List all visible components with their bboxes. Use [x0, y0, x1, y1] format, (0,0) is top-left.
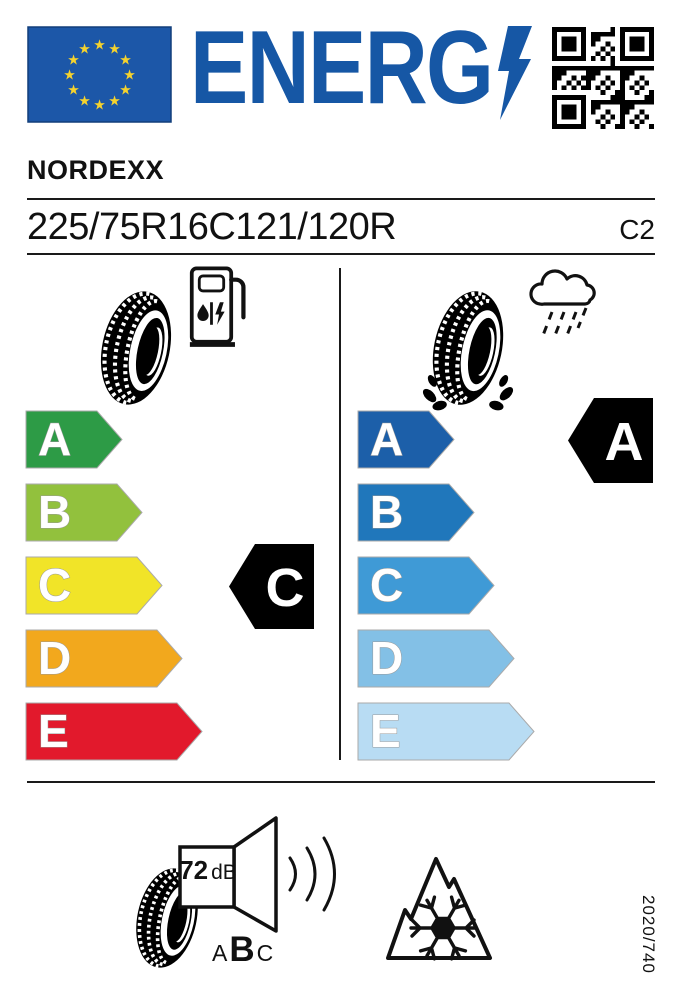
noise-class-c: C: [256, 940, 274, 966]
noise-class-a: A: [212, 940, 228, 966]
fuel-scale-arrow-d: [25, 629, 185, 689]
wet-scale-arrow-d: [357, 629, 517, 689]
fuel-scale-arrow-c: [25, 556, 165, 616]
wet-scale-arrow-b: [357, 483, 477, 543]
grade-letter: E: [38, 705, 69, 757]
grade-letter: A: [38, 413, 72, 465]
fuel-pump-icon: [188, 264, 250, 348]
grade-letter: D: [38, 632, 72, 684]
tire-icon: [95, 284, 177, 412]
grade-letter: B: [38, 486, 72, 538]
svg-text:★: ★: [78, 92, 91, 109]
fuel-rating-letter: C: [265, 558, 305, 618]
noise-class-b-active: B: [229, 930, 255, 969]
qr-code: [552, 27, 654, 129]
svg-text:★: ★: [67, 81, 80, 98]
svg-text:★: ★: [119, 51, 132, 68]
tire-wet-icon: [420, 284, 516, 412]
svg-text:★: ★: [67, 51, 80, 68]
wet-grip-rating-badge: [567, 397, 655, 485]
divider-line: [27, 198, 655, 200]
wet-scale-arrow-c: [357, 556, 497, 616]
noise-level: [179, 855, 237, 886]
svg-text:★: ★: [108, 40, 121, 57]
svg-text:★: ★: [123, 66, 136, 83]
rain-drops: [542, 308, 586, 338]
grade-letter: B: [370, 486, 404, 538]
grade-letter: C: [370, 559, 404, 611]
snow-grip-3pmsf-icon: [378, 843, 504, 969]
column-divider: [339, 268, 341, 760]
rain-cloud-icon: [522, 262, 598, 374]
sound-waves-icon: [290, 838, 335, 910]
wet-grip-rating-letter: A: [604, 412, 644, 472]
grade-letter: E: [370, 705, 401, 757]
energy-logo-text: ENERG: [190, 10, 493, 126]
noise-db-unit: dB: [211, 861, 237, 884]
fuel-scale-arrow-b: [25, 483, 145, 543]
svg-text:★: ★: [93, 36, 106, 53]
noise-class-scale: [212, 930, 273, 970]
grade-letter: D: [370, 632, 404, 684]
regulation-number: 2020/740: [639, 895, 658, 974]
eu-flag-icon: [27, 26, 172, 123]
svg-text:★: ★: [108, 92, 121, 109]
noise-db-value: 72: [179, 855, 209, 885]
fuel-scale-arrow-a: [25, 410, 125, 470]
fuel-rating-badge: [228, 543, 316, 631]
tire-size: 225/75R16C121/120R: [27, 206, 397, 248]
tire-class: C2: [619, 214, 655, 245]
divider-line: [27, 253, 655, 255]
svg-text:★: ★: [93, 96, 106, 113]
wet-scale-arrow-e: [357, 702, 537, 762]
grade-letter: C: [38, 559, 72, 611]
brand-name: NORDEXX: [27, 155, 165, 185]
wet-scale-arrow-a: [357, 410, 457, 470]
svg-text:★: ★: [78, 40, 91, 57]
energy-logo-lightning-icon: [497, 26, 533, 121]
divider-line: [27, 781, 655, 783]
grade-letter: A: [370, 413, 404, 465]
svg-text:★: ★: [63, 66, 76, 83]
svg-text:★: ★: [119, 81, 132, 98]
fuel-scale-arrow-e: [25, 702, 205, 762]
